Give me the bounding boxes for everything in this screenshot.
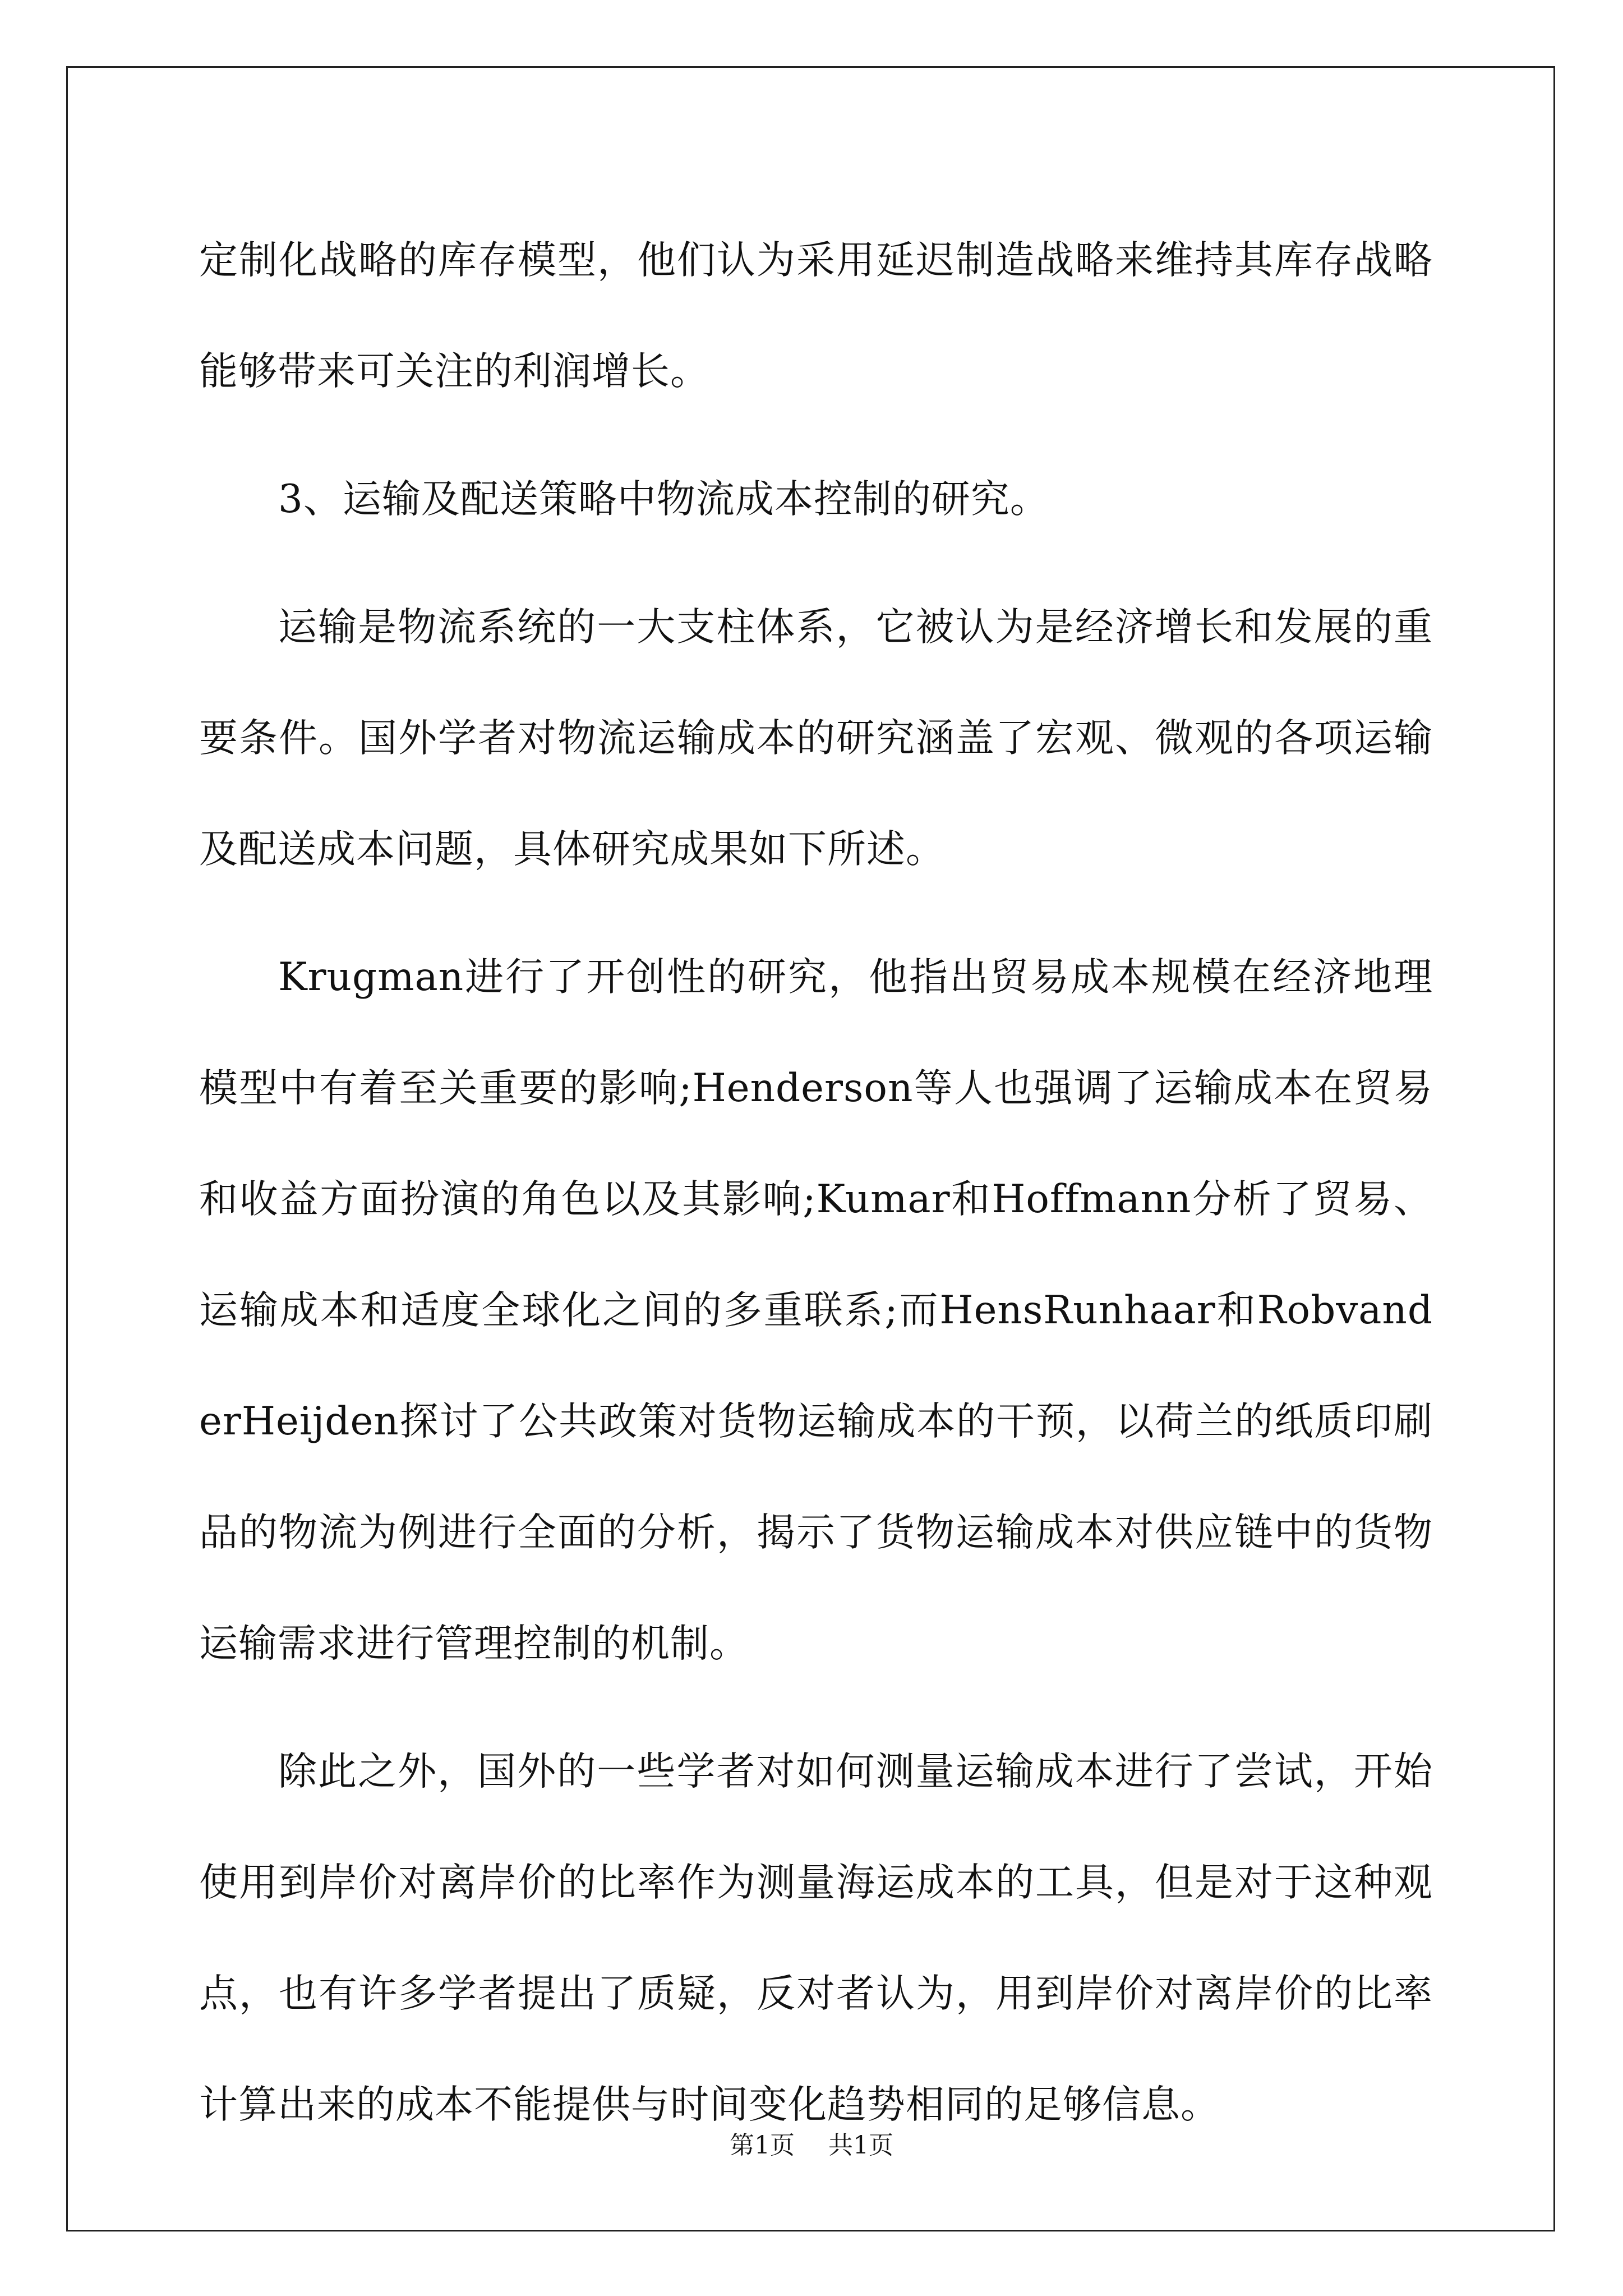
page-footer bbox=[0, 2125, 1623, 2161]
page-total: 共1页 bbox=[828, 2131, 893, 2160]
paragraph-1: 定制化战略的库存模型，他们认为采用延迟制造战略来维持其库存战略能够带来可关注的利润增长。 bbox=[199, 238, 1433, 394]
page-number: 第1页 bbox=[730, 2131, 795, 2160]
paragraph-3: 运输是物流系统的一大支柱体系，它被认为是经济增长和发展的重要条件。国外学者对物流运输成本的研究涵盖了宏观、微观的各项运输及配送成本问题，具体研究成果如下所述。 bbox=[199, 605, 1433, 872]
paragraph-5: 除此之外，国外的一些学者对如何测量运输成本进行了尝试，开始使用到岸价对离岸价的比率作为测量海运成本的工具，但是对于这种观点，也有许多学者提出了质疑，反对者认为，用到岸价对离岸价的比率计算出来的成本不能提供与时间变化趋势相同的足够信息。 bbox=[199, 1749, 1433, 2127]
paragraph-4: Krugman进行了开创性的研究，他指出贸易成本规模在经济地理模型中有着至关重要的影响;Henderson等人也强调了运输成本在贸易和收益方面扮演的角色以及其影响;Kumar和Hoffmann分析了贸易、运输成本和适度全球化之间的多重联系;而HensRunhaar和RobvanderHeijden探讨了公共政策对货物运输成本的干预，以荷兰的纸质印刷品的物流为例进行全面的分析，揭示了货物运输成本对供应链中的货物运输需求进行管理控制的机制。 bbox=[199, 955, 1433, 1666]
section-heading-3: 3、运输及配送策略中物流成本控制的研究。 bbox=[278, 477, 1049, 522]
document-body bbox=[199, 205, 1433, 2177]
